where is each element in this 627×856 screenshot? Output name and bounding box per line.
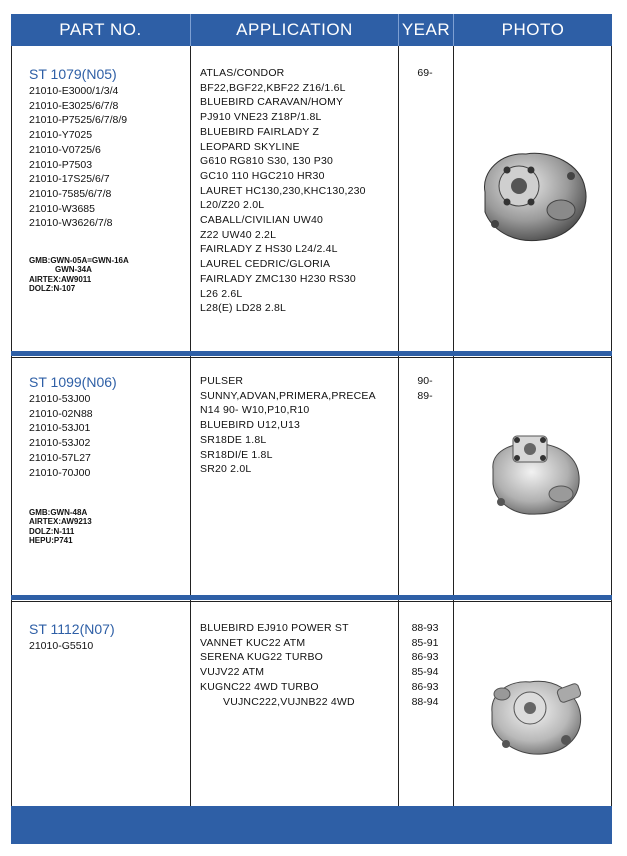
application-line: PJ910 VNE23 Z18P/1.8L [200, 111, 322, 124]
year-list [399, 621, 451, 709]
xref-item: GMB:GWN-48A [29, 508, 88, 517]
part-number: ST 1112(N07) [29, 621, 115, 637]
application-list [200, 621, 355, 709]
part-number: ST 1099(N06) [29, 374, 117, 390]
row-divider-line [11, 357, 612, 358]
row-divider-line [11, 601, 612, 602]
rule-right [611, 46, 612, 806]
oem-code: 21010-53J01 [29, 422, 91, 435]
oem-code: 21010-E3000/1/3/4 [29, 85, 119, 97]
oem-code: 21010-G5510 [29, 640, 94, 652]
application-list [200, 66, 366, 316]
oem-code: 21010-17S25/6/7 [29, 173, 110, 186]
application-line: Z22 UW40 2.2L [200, 228, 277, 241]
oem-code: 21010-W3626/7/8 [29, 217, 113, 230]
oem-code: 21010-P7525/6/7/8/9 [29, 114, 128, 127]
application-line: BLUEBIRD U12,U13 [200, 419, 301, 432]
year-value: 90- [417, 375, 433, 387]
application-line: SR20 2.0L [200, 463, 252, 476]
oem-code: 21010-70J00 [29, 466, 91, 479]
year-value: 69- [417, 67, 433, 79]
application-line: BLUEBIRD EJ910 POWER ST [200, 622, 349, 634]
row-divider [11, 351, 612, 356]
application-line: SERENA KUG22 TURBO [200, 651, 324, 664]
application-line: G610 RG810 S30, 130 P30 [200, 155, 334, 168]
application-line: BLUEBIRD CARAVAN/HOMY [200, 96, 344, 109]
catalog-sheet [11, 14, 612, 844]
water-pump-photo-icon [476, 664, 594, 764]
header-part-no: PART NO. [59, 20, 142, 39]
application-line: FAIRLADY ZMC130 H230 RS30 [200, 272, 356, 285]
application-line: KUGNC22 4WD TURBO [200, 680, 319, 693]
application-line: LAURET HC130,230,KHC130,230 [200, 184, 366, 197]
application-line: SR18DE 1.8L [200, 433, 267, 446]
water-pump-photo-icon [471, 142, 595, 250]
xref-item: GWN-34A [55, 265, 92, 275]
cross-references [29, 508, 92, 546]
cross-references [29, 256, 129, 294]
header-year: YEAR [401, 20, 451, 39]
year-value: 86-93 [411, 680, 439, 693]
application-line: BF22,BGF22,KBF22 Z16/1.6L [200, 81, 346, 94]
application-list [200, 374, 376, 477]
oem-code: 21010-53J00 [29, 393, 91, 405]
application-line: LAUREL CEDRIC/GLORIA [200, 258, 331, 271]
year-value: 85-94 [411, 666, 439, 679]
header-application: APPLICATION [236, 20, 353, 39]
oem-code: 21010-02N88 [29, 407, 93, 420]
oem-code: 21010-V0725/6 [29, 143, 101, 156]
application-line: FAIRLADY Z HS30 L24/2.4L [200, 243, 338, 256]
table-header [11, 14, 612, 46]
oem-code: 21010-P7503 [29, 158, 93, 171]
application-line: L28(E) LD28 2.8L [200, 302, 287, 315]
application-line: CABALL/CIVILIAN UW40 [200, 214, 324, 227]
year-value: 86-93 [411, 651, 439, 664]
application-line: PULSER [200, 375, 244, 387]
year-value: 88-93 [411, 622, 439, 634]
year-value: 85-91 [411, 636, 439, 649]
xref-item: HEPU:P741 [29, 536, 73, 546]
application-line: VUJV22 ATM [200, 666, 265, 679]
xref-item: DOLZ:N-107 [29, 284, 76, 294]
header-photo: PHOTO [501, 20, 565, 39]
oem-code: 21010-Y7025 [29, 129, 93, 142]
year-list [399, 374, 451, 403]
application-line: VUJNC222,VUJNB22 4WD [223, 695, 355, 708]
oem-code: 21010-7585/6/7/8 [29, 187, 112, 200]
xref-item: AIRTEX:AW9011 [29, 274, 92, 284]
application-line: LEOPARD SKYLINE [200, 140, 300, 153]
water-pump-photo-icon [473, 424, 593, 524]
application-line: BLUEBIRD FAIRLADY Z [200, 125, 320, 138]
application-line: VANNET KUC22 ATM [200, 636, 306, 649]
footer-band [11, 806, 612, 844]
xref-item: AIRTEX:AW9213 [29, 517, 92, 527]
application-line: N14 90- W10,P10,R10 [200, 404, 310, 417]
oem-code: 21010-57L27 [29, 451, 91, 464]
year-value: 88-94 [411, 695, 439, 708]
oem-code: 21010-W3685 [29, 202, 95, 215]
application-line: SUNNY,ADVAN,PRIMERA,PRECEA [200, 389, 376, 402]
application-line: SR18DI/E 1.8L [200, 448, 273, 461]
oem-code: 21010-53J02 [29, 437, 91, 450]
application-line: GC10 110 HGC210 HR30 [200, 169, 325, 182]
xref-item: GMB:GWN-05A=GWN-16A [29, 256, 129, 265]
rule-col3 [453, 46, 454, 806]
row-divider [11, 595, 612, 600]
year-value: 89- [417, 389, 433, 402]
part-number: ST 1079(N05) [29, 66, 117, 82]
xref-item: DOLZ:N-111 [29, 526, 75, 536]
oem-codes [29, 392, 93, 480]
oem-codes [29, 639, 93, 654]
application-line: ATLAS/CONDOR [200, 67, 285, 79]
rule-left [11, 46, 12, 806]
application-line: L20/Z20 2.0L [200, 199, 265, 212]
oem-codes [29, 84, 127, 231]
rule-col1 [190, 46, 191, 806]
oem-code: 21010-E3025/6/7/8 [29, 99, 119, 112]
application-line: L26 2.6L [200, 287, 243, 300]
year-list [399, 66, 451, 81]
